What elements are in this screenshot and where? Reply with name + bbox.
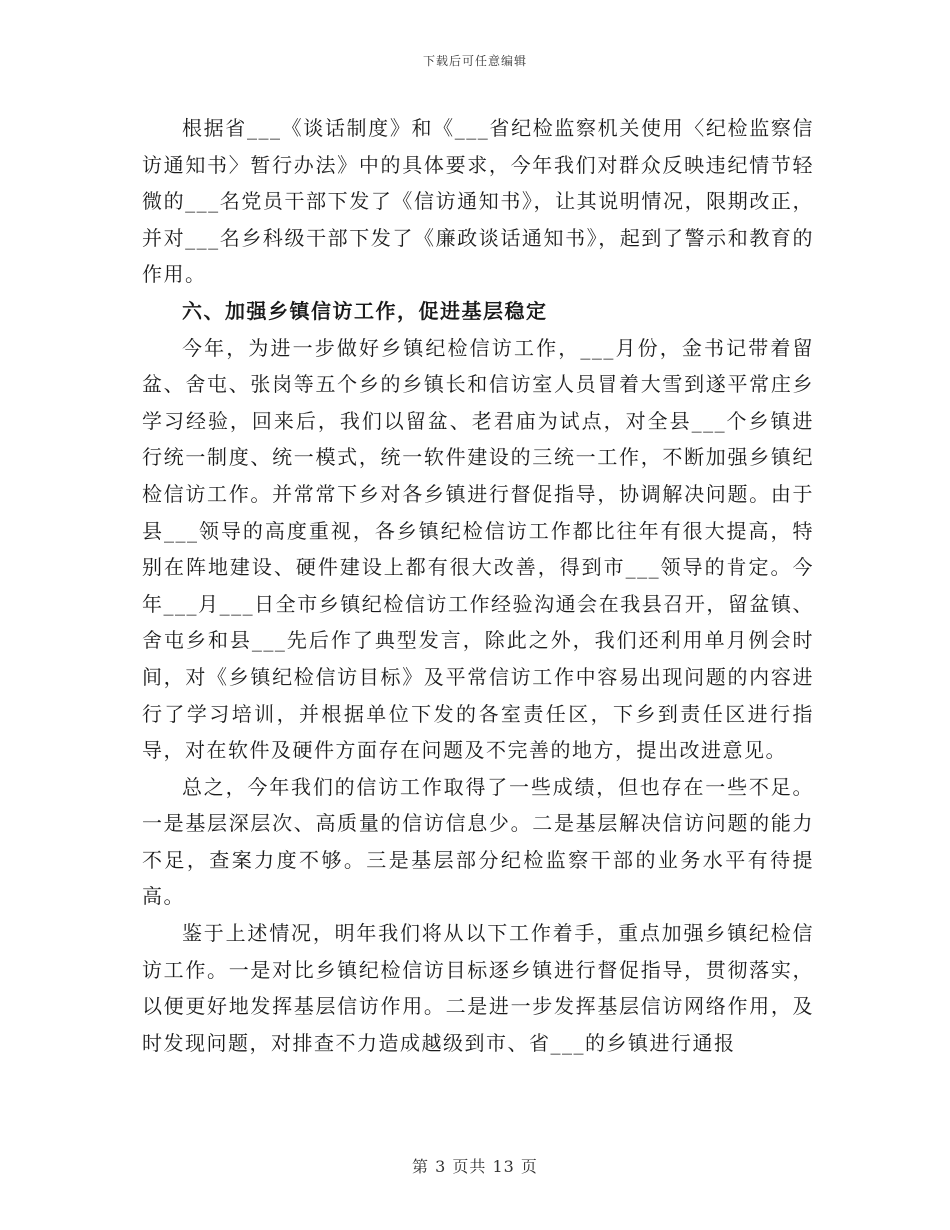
paragraph-township-work: 今年，为进一步做好乡镇纪检信访工作，___月份，金书记带着留盆、舍屯、张岗等五个乡的乡镇长和信访室人员冒着大雪到遂平常庄乡学习经验，回来后，我们以留盆、老君庙为试点，对全县___个乡镇进行统一制度、统一模式，统一软件建设的三统一工作，不断加强乡镇纪检信访工作。并常常下乡对各乡镇进行督促指导，协调解决问题。由于县___领导的高度重视，各乡镇纪检信访工作都比往年有很大提高，特别在阵地建设、硬件建设上都有很大改善，得到市___领导的肯定。今年___月___日全市乡镇纪检信访工作经验沟通会在我县召开，留盆镇、舍屯乡和县___先后作了典型发言，除此之外，我们还利用单月例会时间，对《乡镇纪检信访目标》及平常信访工作中容易出现问题的内容进行了学习培训，并根据单位下发的各室责任区，下乡到责任区进行指导，对在软件及硬件方面存在问题及不完善的地方，提出改进意见。	[142, 335, 814, 763]
page-number: 第 3 页共 13 页	[412, 1157, 538, 1176]
header-note: 下载后可任意编辑	[422, 54, 527, 68]
paragraph-next-year-plan: 鉴于上述情况，明年我们将从以下工作着手，重点加强乡镇纪检信访工作。一是对比乡镇纪检信访目标逐乡镇进行督促指导，贯彻落实，以便更好地发挥基层信访作用。二是进一步发挥基层信访网络作用，及时发现问题，对排查不力造成越级到市、省___的乡镇进行通报	[142, 921, 814, 1055]
document-body	[142, 110, 814, 1061]
paragraph-summary: 总之，今年我们的信访工作取得了一些成绩，但也存在一些不足。一是基层深层次、高质量的信访信息少。二是基层解决信访问题的能力不足，查案力度不够。三是基层部分纪检监察干部的业务水平有待提高。	[142, 774, 814, 909]
paragraph-talk-system: 根据省___《谈话制度》和《___省纪检监察机关使用〈纪检监察信访通知书〉暂行办法》中的具体要求，今年我们对群众反映违纪情节轻微的___名党员干部下发了《信访通知书》，让其说明情况，限期改正，并对___名乡科级干部下发了《廉政谈话通知书》，起到了警示和教育的作用。	[142, 116, 814, 287]
section-heading: 六、加强乡镇信访工作，促进基层稳定	[182, 298, 548, 323]
